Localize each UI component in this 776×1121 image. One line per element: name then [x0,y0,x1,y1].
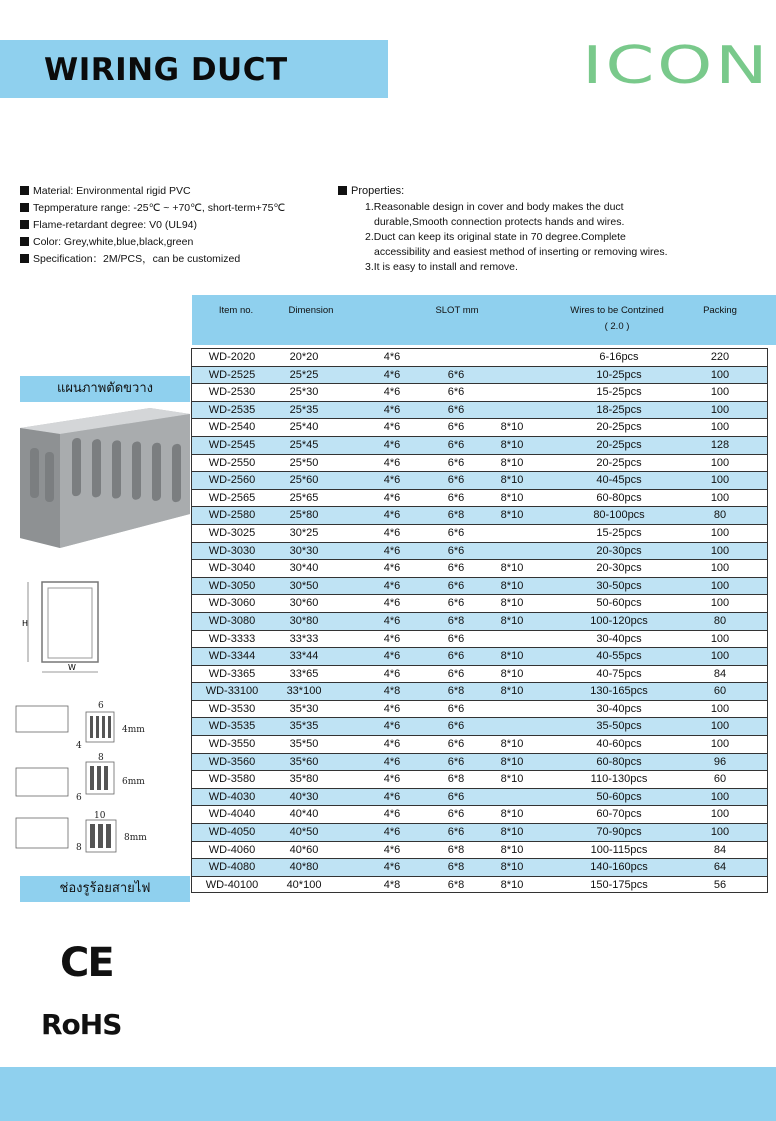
properties-lines [338,200,768,275]
cell-item: WD-4060 [208,843,256,856]
property-line: 2.Duct can keep its original state in 70 degree.Complete [365,231,626,243]
cell-s1: 4*6 [383,738,401,751]
cell-dim: 25*30 [289,386,319,399]
cell-pack: 100 [710,456,730,469]
cell-s2: 6*6 [447,491,465,504]
cell-s1: 4*6 [383,720,401,733]
cell-item: WD-3580 [208,773,256,786]
cell-item: WD-2530 [208,386,256,399]
cell-wires: 60-70pcs [596,808,642,821]
cell-pack: 100 [710,597,730,610]
table-row [191,559,768,577]
table-row [191,436,768,454]
cell-s2: 6*6 [447,790,465,803]
slot-b-height: 8 [98,753,104,763]
cell-item: WD-4030 [208,790,256,803]
cell-pack: 80 [713,509,727,522]
table-row [191,348,768,366]
cell-s1: 4*6 [383,773,401,786]
cell-dim: 30*40 [289,562,319,575]
cell-item: WD-4050 [208,826,256,839]
cell-dim: 33*44 [289,650,319,663]
cell-item: WD-3030 [208,544,256,557]
properties [338,183,768,275]
cell-s1: 4*6 [383,597,401,610]
cell-s2: 6*8 [447,773,465,786]
cell-s1: 4*6 [383,702,401,715]
table-row [191,823,768,841]
spec-table [191,348,768,893]
cell-dim: 33*100 [286,685,322,698]
cell-s2: 6*6 [447,755,465,768]
cell-s2: 6*8 [447,861,465,874]
bullet-icon [20,254,29,263]
footer-banner [0,1067,776,1121]
cell-pack: 100 [710,720,730,733]
cell-wires: 18-25pcs [596,403,642,416]
cell-wires: 100-115pcs [590,843,648,856]
cell-pack: 100 [710,808,730,821]
spec-item: Material: Environmental rigid PVC [20,183,340,200]
cell-s3: 8*10 [500,773,524,786]
cell-s1: 4*6 [383,474,401,487]
spec-item: Color: Grey,white,blue,black,green [20,234,340,251]
cell-pack: 96 [713,755,727,768]
header-packing: Packing [703,305,737,316]
cell-s2: 6*6 [447,808,465,821]
cell-s2: 6*6 [447,667,465,680]
cell-s1: 4*6 [383,667,401,680]
cell-s2: 6*8 [447,614,465,627]
cell-wires: 35-50pcs [596,720,642,733]
cell-s1: 4*6 [383,491,401,504]
cell-item: WD-3560 [208,755,256,768]
cell-s2: 6*6 [447,702,465,715]
cell-wires: 30-40pcs [596,702,642,715]
cell-s3: 8*10 [500,474,524,487]
cell-s1: 4*6 [383,650,401,663]
spec-item: Tepmperature range: -25℃ ~ +70℃, short-term+75℃ [20,200,340,217]
cell-pack: 220 [710,351,730,363]
cell-s1: 4*6 [383,368,401,381]
bullet-icon [20,220,29,229]
cell-pack: 100 [710,632,730,645]
cell-wires: 80-100pcs [593,509,645,522]
cell-dim: 40*100 [286,878,322,891]
cell-pack: 100 [710,738,730,751]
title-banner [0,40,388,98]
cell-pack: 100 [710,403,730,416]
cell-s3: 8*10 [500,878,524,891]
cell-pack: 100 [710,650,730,663]
cell-dim: 30*60 [289,597,319,610]
cell-wires: 50-60pcs [596,597,642,610]
cell-wires: 20-30pcs [596,562,642,575]
cell-pack: 100 [710,544,730,557]
cell-dim: 25*25 [289,368,319,381]
cell-dim: 25*80 [289,509,319,522]
table-row [191,858,768,876]
cell-wires: 130-165pcs [590,685,648,698]
cell-item: WD-2550 [208,456,256,469]
cell-s1: 4*6 [383,755,401,768]
cell-s1: 4*8 [383,878,401,891]
cell-s2: 6*6 [447,474,465,487]
cell-dim: 25*60 [289,474,319,487]
cell-wires: 15-25pcs [596,386,642,399]
cell-item: WD-3344 [208,650,256,663]
table-row [191,770,768,788]
cell-s2: 6*8 [447,509,465,522]
cell-dim: 35*80 [289,773,319,786]
cell-s2: 6*8 [447,685,465,698]
cell-item: WD-2525 [208,368,256,381]
cell-s3: 8*10 [500,509,524,522]
cell-pack: 100 [710,526,730,539]
cell-s3: 8*10 [500,562,524,575]
cell-s2: 6*8 [447,878,465,891]
cell-s3: 8*10 [500,861,524,874]
bullet-icon [338,186,347,195]
cell-wires: 20-25pcs [596,456,642,469]
height-label: H [22,619,29,628]
table-row [191,471,768,489]
cell-s3: 8*10 [500,843,524,856]
cell-s2: 6*6 [447,826,465,839]
cell-s1: 4*6 [383,861,401,874]
header-wires-sub: ( 2.0 ) [604,321,630,332]
cell-dim: 33*65 [289,667,319,680]
cell-item: WD-3530 [208,702,256,715]
cell-s3: 8*10 [500,738,524,751]
cell-s3: 8*10 [500,579,524,592]
table-row [191,542,768,560]
cell-pack: 100 [710,491,730,504]
cell-dim: 30*25 [289,526,319,539]
cell-pack: 64 [713,861,727,874]
cell-item: WD-3365 [208,667,256,680]
cell-s1: 4*6 [383,403,401,416]
cell-dim: 33*33 [289,632,319,645]
table-row [191,700,768,718]
cell-s1: 4*6 [383,544,401,557]
cell-item: WD-3025 [208,526,256,539]
brand-logo [576,34,771,102]
cell-pack: 100 [710,579,730,592]
slot-a-size: 4mm [122,725,145,735]
cell-dim: 30*80 [289,614,319,627]
cell-pack: 100 [710,790,730,803]
width-label: W [68,663,76,672]
cell-s2: 6*6 [447,456,465,469]
cell-wires: 20-25pcs [596,438,642,451]
cell-item: WD-4040 [208,808,256,821]
cell-wires: 50-60pcs [596,790,642,803]
cell-dim: 35*60 [289,755,319,768]
cell-s3: 8*10 [500,421,524,434]
table-row [191,612,768,630]
cell-pack: 100 [710,421,730,434]
cell-wires: 110-130pcs [590,773,648,786]
cell-s3: 8*10 [500,667,524,680]
spec-item: Specification：2M/PCS，can be customized [20,251,340,268]
cell-item: WD-2540 [208,421,256,434]
cell-s3: 8*10 [500,438,524,451]
slot-c-size: 8mm [124,833,147,843]
cell-pack: 84 [713,667,727,680]
cell-wires: 140-160pcs [590,861,648,874]
slot-a-width: 4 [76,741,82,751]
cell-item: WD-4080 [208,861,256,874]
cell-pack: 100 [710,474,730,487]
wire-slots-label: ช่องรูร้อยสายไฟ [20,876,190,902]
table-row [191,524,768,542]
cell-pack: 100 [710,562,730,575]
table-row [191,753,768,771]
table-row [191,630,768,648]
property-line: accessibility and easiest method of inserting or removing wires. [374,246,668,258]
slot-drawings [14,700,174,860]
cell-dim: 40*80 [289,861,319,874]
cell-wires: 40-45pcs [596,474,642,487]
cell-s2: 6*6 [447,579,465,592]
cell-dim: 40*50 [289,826,319,839]
cell-s2: 6*6 [447,368,465,381]
table-row [191,401,768,419]
table-row [191,383,768,401]
table-row [191,805,768,823]
bullet-icon [20,203,29,212]
cell-dim: 35*50 [289,738,319,751]
cell-wires: 40-75pcs [596,667,642,680]
cell-s1: 4*6 [383,614,401,627]
cell-dim: 30*30 [289,544,319,557]
cell-wires: 30-40pcs [596,632,642,645]
table-row [191,788,768,806]
cell-pack: 60 [713,773,727,786]
cell-wires: 60-80pcs [596,491,642,504]
cell-dim: 40*30 [289,790,319,803]
cell-pack: 100 [710,386,730,399]
cell-s3: 8*10 [500,650,524,663]
cell-s2: 6*6 [447,544,465,557]
cell-s3: 8*10 [500,491,524,504]
cell-item: WD-3333 [208,632,256,645]
cell-pack: 100 [710,702,730,715]
cell-wires: 15-25pcs [596,526,642,539]
cell-pack: 128 [710,438,730,451]
cell-s2: 6*6 [447,562,465,575]
cell-dim: 40*60 [289,843,319,856]
cell-s1: 4*6 [383,790,401,803]
cell-s2: 6*8 [447,843,465,856]
cell-dim: 25*40 [289,421,319,434]
cell-item: WD-3535 [208,720,256,733]
cell-pack: 84 [713,843,727,856]
cell-item: WD-40100 [205,878,259,891]
ce-mark: CE [60,940,113,986]
cell-item: WD-3050 [208,579,256,592]
property-line: 1.Reasonable design in cover and body makes the duct [365,201,624,213]
table-row [191,665,768,683]
cell-s3: 8*10 [500,614,524,627]
brand-logo-text: ICON [582,36,771,96]
table-row [191,876,768,894]
cell-s1: 4*6 [383,526,401,539]
cell-s2: 6*6 [447,632,465,645]
cell-item: WD-2020 [208,351,256,363]
cell-s2: 6*6 [447,438,465,451]
slot-c-width: 8 [76,843,82,853]
cell-pack: 60 [713,685,727,698]
cell-dim: 25*65 [289,491,319,504]
cross-section-label: แผนภาพตัดขวาง [20,376,190,402]
table-row [191,735,768,753]
cell-dim: 25*35 [289,403,319,416]
table-row [191,366,768,384]
rohs-mark: RoHS [41,1008,122,1041]
cell-s2: 6*6 [447,403,465,416]
cell-s1: 4*6 [383,456,401,469]
cell-s2: 6*6 [447,421,465,434]
properties-heading: Properties: [338,183,768,200]
cell-s2: 6*6 [447,386,465,399]
cell-s1: 4*6 [383,808,401,821]
header-dimension: Dimension [288,305,334,316]
cell-s2: 6*6 [447,720,465,733]
table-row [191,594,768,612]
table-row [191,418,768,436]
cell-pack: 100 [710,368,730,381]
cell-item: WD-2565 [208,491,256,504]
bullet-icon [20,237,29,246]
cell-item: WD-33100 [205,685,259,698]
cell-s1: 4*6 [383,438,401,451]
cell-s1: 4*6 [383,579,401,592]
cell-item: WD-3060 [208,597,256,610]
slot-c-height: 10 [94,811,106,821]
cell-s3: 8*10 [500,456,524,469]
cell-wires: 70-90pcs [596,826,642,839]
header-wires: Wires to be Contzined [570,305,664,316]
duct-photo [20,408,190,568]
cell-item: WD-3550 [208,738,256,751]
cell-s1: 4*6 [383,421,401,434]
table-row [191,682,768,700]
cell-wires: 150-175pcs [590,878,648,891]
property-line: durable,Smooth connection protects hands and wires. [374,216,625,228]
table-row [191,489,768,507]
cell-s3: 8*10 [500,826,524,839]
cell-s2: 6*6 [447,526,465,539]
cell-dim: 35*35 [289,720,319,733]
cell-item: WD-3080 [208,614,256,627]
cell-pack: 100 [710,826,730,839]
cell-s1: 4*6 [383,351,401,363]
cell-s1: 4*6 [383,843,401,856]
cell-s1: 4*6 [383,562,401,575]
cell-wires: 10-25pcs [596,368,642,381]
cell-s3: 8*10 [500,685,524,698]
cell-dim: 20*20 [289,351,319,363]
table-row [191,647,768,665]
header-slot: SLOT mm [435,305,479,316]
cell-s2: 6*6 [447,650,465,663]
slot-b-size: 6mm [122,777,145,787]
spec-list [20,183,340,268]
cell-s3: 8*10 [500,597,524,610]
cell-s3: 8*10 [500,808,524,821]
cell-s3: 8*10 [500,755,524,768]
spec-item: Flame-retardant degree: V0 (UL94) [20,217,340,234]
cell-item: WD-2535 [208,403,256,416]
cell-dim: 40*40 [289,808,319,821]
cell-pack: 56 [713,878,727,891]
cell-wires: 20-25pcs [596,421,642,434]
cell-s1: 4*6 [383,632,401,645]
cell-wires: 40-55pcs [596,650,642,663]
slot-b-width: 6 [76,793,82,803]
cell-s1: 4*6 [383,509,401,522]
cell-s1: 4*8 [383,685,401,698]
cell-dim: 35*30 [289,702,319,715]
cell-item: WD-2545 [208,438,256,451]
cell-s1: 4*6 [383,826,401,839]
table-row [191,454,768,472]
cell-dim: 25*50 [289,456,319,469]
header-item: Item no. [218,305,254,316]
slot-a-height: 6 [98,701,104,711]
table-header [192,295,776,345]
cell-item: WD-2580 [208,509,256,522]
table-row [191,506,768,524]
cell-wires: 6-16pcs [599,351,639,363]
cell-s2: 6*6 [447,738,465,751]
cell-wires: 100-120pcs [590,614,648,627]
cell-wires: 20-30pcs [596,544,642,557]
property-line: 3.It is easy to install and remove. [365,261,518,273]
table-row [191,717,768,735]
cell-dim: 25*45 [289,438,319,451]
cell-wires: 40-60pcs [596,738,642,751]
cell-item: WD-3040 [208,562,256,575]
table-row [191,577,768,595]
cell-item: WD-2560 [208,474,256,487]
page-title: WIRING DUCT [44,52,288,88]
cell-dim: 30*50 [289,579,319,592]
cell-s2: 6*6 [447,597,465,610]
cell-wires: 60-80pcs [596,755,642,768]
cell-s1: 4*6 [383,386,401,399]
cross-section-drawing [20,576,110,676]
cell-pack: 80 [713,614,727,627]
table-row [191,841,768,859]
cell-wires: 30-50pcs [596,579,642,592]
bullet-icon [20,186,29,195]
